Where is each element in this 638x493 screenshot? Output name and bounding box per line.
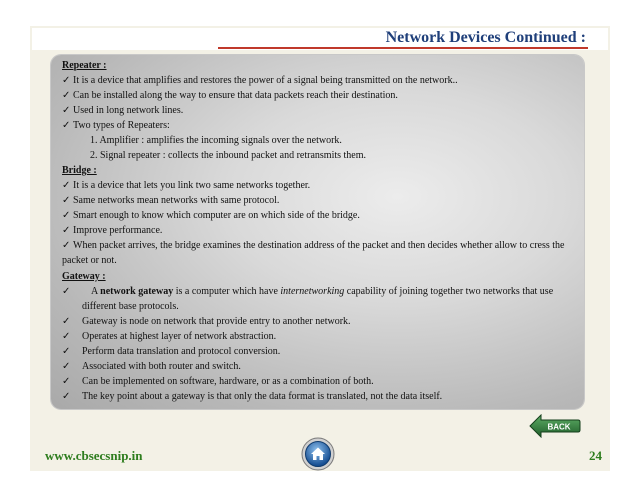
- check-icon: ✓: [62, 120, 71, 131]
- gateway-point: ✓ Perform data translation and protocol conversion.: [62, 346, 281, 357]
- gateway-point: ✓ A network gateway is a computer which have internetworking capability of joining together two networks that use different base protocols.: [62, 286, 554, 312]
- repeater-heading: Repeater :: [62, 60, 107, 71]
- check-icon: ✓: [62, 376, 71, 387]
- svg-text:BACK: BACK: [547, 422, 571, 432]
- check-icon: ✓: [62, 346, 71, 357]
- check-icon: ✓: [62, 75, 71, 86]
- gateway-point: ✓ The key point about a gateway is that only the data format is translated, not the data itself.: [62, 391, 443, 402]
- bridge-point: ✓ Smart enough to know which computer are on which side of the bridge.: [62, 210, 360, 221]
- bridge-point: ✓ Same networks mean networks with same protocol.: [62, 195, 280, 206]
- check-icon: ✓: [62, 391, 71, 402]
- repeater-type-amplifier: 1. Amplifier : amplifies the incoming signals over the network.: [90, 135, 342, 146]
- page-number: 24: [589, 448, 602, 463]
- title-underline: [218, 47, 588, 49]
- check-icon: ✓: [62, 286, 71, 297]
- check-icon: ✓: [62, 105, 71, 116]
- repeater-type-signal: 2. Signal repeater : collects the inbound packet and retransmits them.: [90, 150, 367, 161]
- repeater-point: ✓ Used in long network lines.: [62, 105, 184, 116]
- gateway-point: ✓ Gateway is node on network that provide entry to another network.: [62, 316, 351, 327]
- check-icon: ✓: [62, 90, 71, 101]
- back-arrow-icon: [529, 414, 581, 438]
- bridge-point: ✓ When packet arrives, the bridge examines the destination address of the packet and then decides whether allow to cress the packet or not.: [62, 240, 565, 266]
- gateway-point: ✓ Associated with both router and switch.: [62, 361, 241, 372]
- check-icon: ✓: [62, 331, 71, 342]
- check-icon: ✓: [62, 195, 71, 206]
- footer-website-link[interactable]: www.cbsecsnip.in: [45, 448, 143, 463]
- repeater-point: ✓ Can be installed along the way to ensure that data packets reach their destination.: [62, 90, 398, 101]
- check-icon: ✓: [62, 180, 71, 191]
- gateway-point: ✓ Operates at highest layer of network abstraction.: [62, 331, 277, 342]
- bridge-heading: Bridge :: [62, 165, 97, 176]
- check-icon: ✓: [62, 225, 71, 236]
- repeater-point: ✓ Two types of Repeaters:: [62, 120, 170, 131]
- home-icon: [301, 437, 335, 471]
- repeater-point: ✓ It is a device that amplifies and restores the power of a signal being transmitted on the network..: [62, 75, 458, 86]
- check-icon: ✓: [62, 316, 71, 327]
- gateway-heading: Gateway :: [62, 271, 106, 282]
- check-icon: ✓: [62, 210, 71, 221]
- slide-title: Network Devices Continued :: [385, 29, 586, 46]
- bridge-point: ✓ It is a device that lets you link two same networks together.: [62, 180, 311, 191]
- gateway-point: ✓ Can be implemented on software, hardware, or as a combination of both.: [62, 376, 374, 387]
- content: [62, 58, 582, 404]
- check-icon: ✓: [62, 361, 71, 372]
- check-icon: ✓: [62, 240, 71, 251]
- back-button[interactable]: [529, 414, 581, 438]
- home-button[interactable]: [301, 437, 335, 471]
- bridge-point: ✓ Improve performance.: [62, 225, 163, 236]
